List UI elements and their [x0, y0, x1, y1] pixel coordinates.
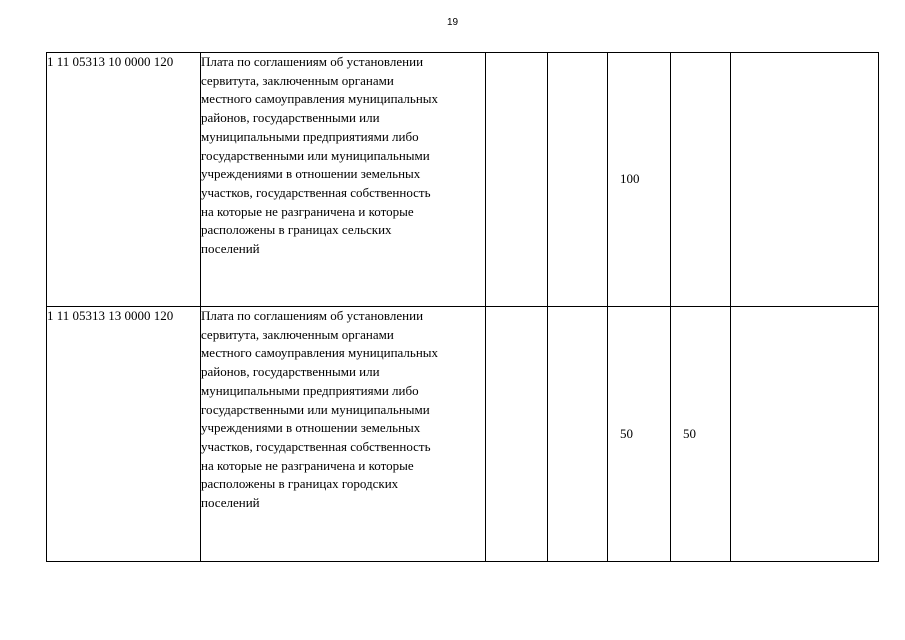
- description-line: районов, государственными или: [201, 110, 380, 126]
- table-row: [47, 307, 879, 562]
- description-line: участков, государственная собственность: [201, 438, 431, 454]
- value-cell: [671, 53, 731, 307]
- description-line: государственными или муниципальными: [201, 401, 430, 417]
- description-line: учреждениями в отношении земельных: [201, 166, 421, 182]
- value-cell: [548, 53, 608, 307]
- value-cell: [548, 307, 608, 562]
- description-line: расположены в границах сельских: [201, 222, 392, 238]
- description-line: государственными или муниципальными: [201, 147, 430, 163]
- description-line: расположены в границах городских: [201, 476, 399, 492]
- description-cell: [201, 53, 486, 307]
- value-cell: [731, 307, 879, 562]
- value-cell: 50: [608, 307, 671, 562]
- revenue-code-cell: 1 11 05313 10 0000 120: [47, 53, 201, 307]
- description-line: на которые не разграничена и которые: [201, 457, 414, 473]
- page-number: 19: [446, 17, 459, 28]
- description-line: сервитута, заключенным органами: [201, 326, 394, 342]
- value-cell: [731, 53, 879, 307]
- description-line: муниципальными предприятиями либо: [201, 128, 419, 144]
- description-line: Плата по соглашениям об установлении: [201, 54, 424, 69]
- description-line: местного самоуправления муниципальных: [201, 345, 439, 361]
- budget-table: [46, 52, 879, 562]
- value-cell: 100: [608, 53, 671, 307]
- description-line: муниципальными предприятиями либо: [201, 382, 419, 398]
- description-line: поселений: [201, 241, 260, 257]
- description-line: Плата по соглашениям об установлении: [201, 308, 424, 323]
- value-cell: [486, 307, 548, 562]
- description-line: поселений: [201, 495, 260, 511]
- description-line: учреждениями в отношении земельных: [201, 420, 421, 436]
- value-cell: [486, 53, 548, 307]
- description-line: местного самоуправления муниципальных: [201, 91, 439, 107]
- description-line: участков, государственная собственность: [201, 184, 431, 200]
- value-cell: 50: [671, 307, 731, 562]
- description-line: на которые не разграничена и которые: [201, 203, 414, 219]
- description-line: районов, государственными или: [201, 364, 380, 380]
- table-row: [47, 53, 879, 307]
- description-cell: [201, 307, 486, 562]
- description-line: сервитута, заключенным органами: [201, 72, 394, 88]
- revenue-code-cell: 1 11 05313 13 0000 120: [47, 307, 201, 562]
